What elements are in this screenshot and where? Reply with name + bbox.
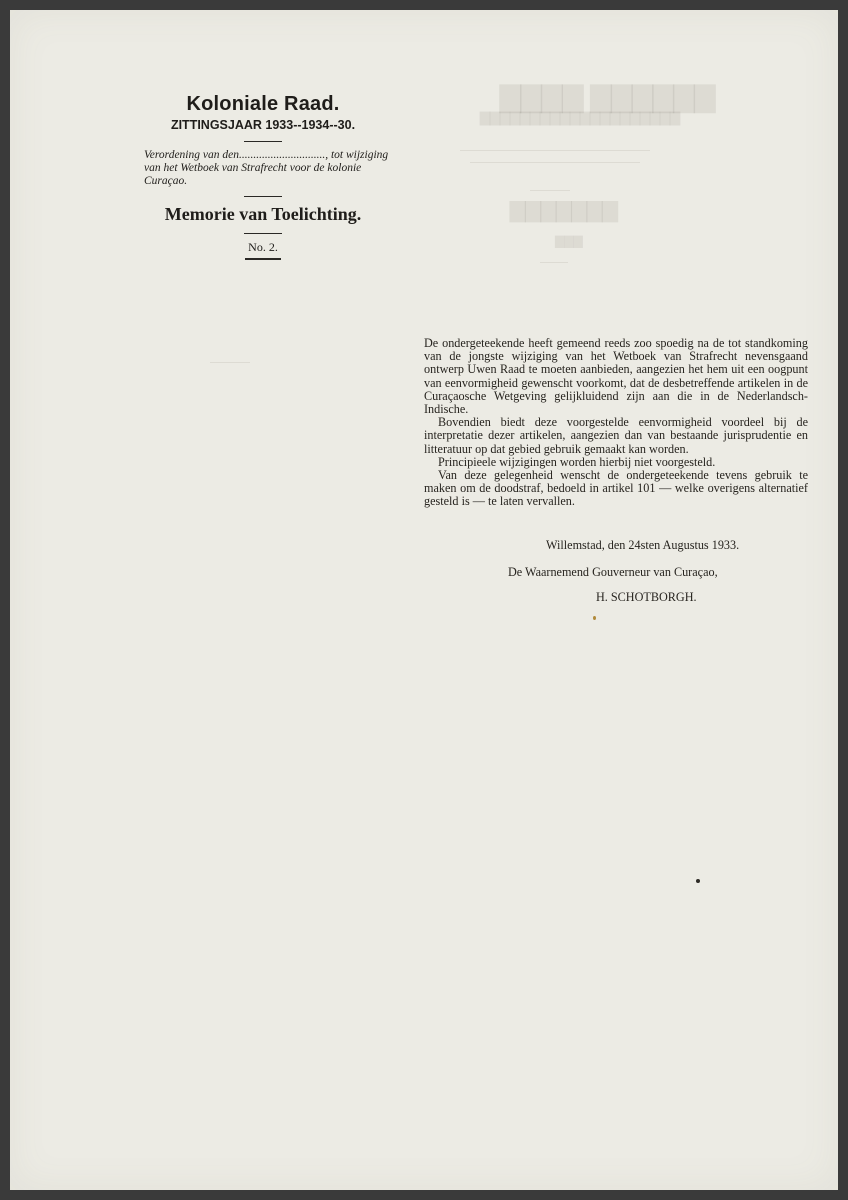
explanatory-text — [424, 337, 808, 509]
document-page — [10, 10, 838, 1190]
session-year: ZITTINGSJAAR 1933--1934--30. — [170, 118, 356, 132]
divider — [244, 141, 282, 142]
document-type-heading: Memorie van Toelichting. — [164, 204, 362, 224]
show-through-rule — [540, 262, 568, 263]
paragraph: Van deze gelegenheid wenscht de ondergeteekende tevens gebruik te maken om de doodstraf, bedoeld in artikel 101 — welke overigens alternatief gesteld is — te laten vervallen. — [424, 468, 808, 509]
document-number: No. 2. — [248, 240, 278, 254]
signatory-role: De Waarnemend Gouverneur van Curaçao, — [508, 565, 718, 579]
signatory-name: H. SCHOTBORGH. — [596, 590, 697, 604]
paper-speck — [593, 616, 596, 620]
divider — [245, 258, 281, 260]
divider — [244, 196, 282, 197]
document-header — [138, 92, 388, 260]
ordinance-description: Verordening van den.............................., tot wijziging van het Wetboek van Strafrecht voor de kolonie Curaçao. — [144, 149, 389, 187]
show-through-heading: ▇▇▇▇▇▇▇ — [510, 200, 618, 222]
divider — [244, 233, 282, 234]
paper-speck — [696, 879, 700, 883]
show-through-session: ▇▇▇▇▇▇▇▇▇▇▇▇▇▇▇▇▇▇▇▇ — [480, 110, 680, 125]
show-through-rule — [530, 190, 570, 191]
show-through-title: ▇▇▇▇▇▇ ▇▇▇▇ — [500, 82, 716, 112]
show-through-line — [470, 162, 640, 163]
show-through-rule — [210, 362, 250, 363]
place-and-date: Willemstad, den 24sten Augustus 1933. — [546, 538, 740, 552]
show-through-number: ▇▇▇ — [555, 234, 583, 248]
council-title: Koloniale Raad. — [186, 93, 340, 115]
paragraph: Principieele wijzigingen worden hierbij niet voorgesteld. — [438, 454, 716, 469]
show-through-line — [460, 150, 650, 151]
paragraph: Bovendien biedt deze voorgestelde eenvormigheid voordeel bij de interpretatie dezer artikelen, aangezien dan van bestaande jurisprudentie en litteratuur op dat gebied gebruik gemaakt kan worden. — [424, 415, 808, 456]
paragraph: De ondergeteekende heeft gemeend reeds zoo spoedig na de tot standkoming van de jongste wijziging van het Wetboek van Strafrecht nevensgaand ontwerp Uwen Raad te moeten aanbieden, aangezien het hem uit een oogpunt van eenvormigheid gewenscht voorkomt, dat de desbetreffende artikelen in de Curaçaosche Wetgeving gelijkluidend zijn aan die in de Nederlandsch-Indische. — [424, 336, 808, 417]
